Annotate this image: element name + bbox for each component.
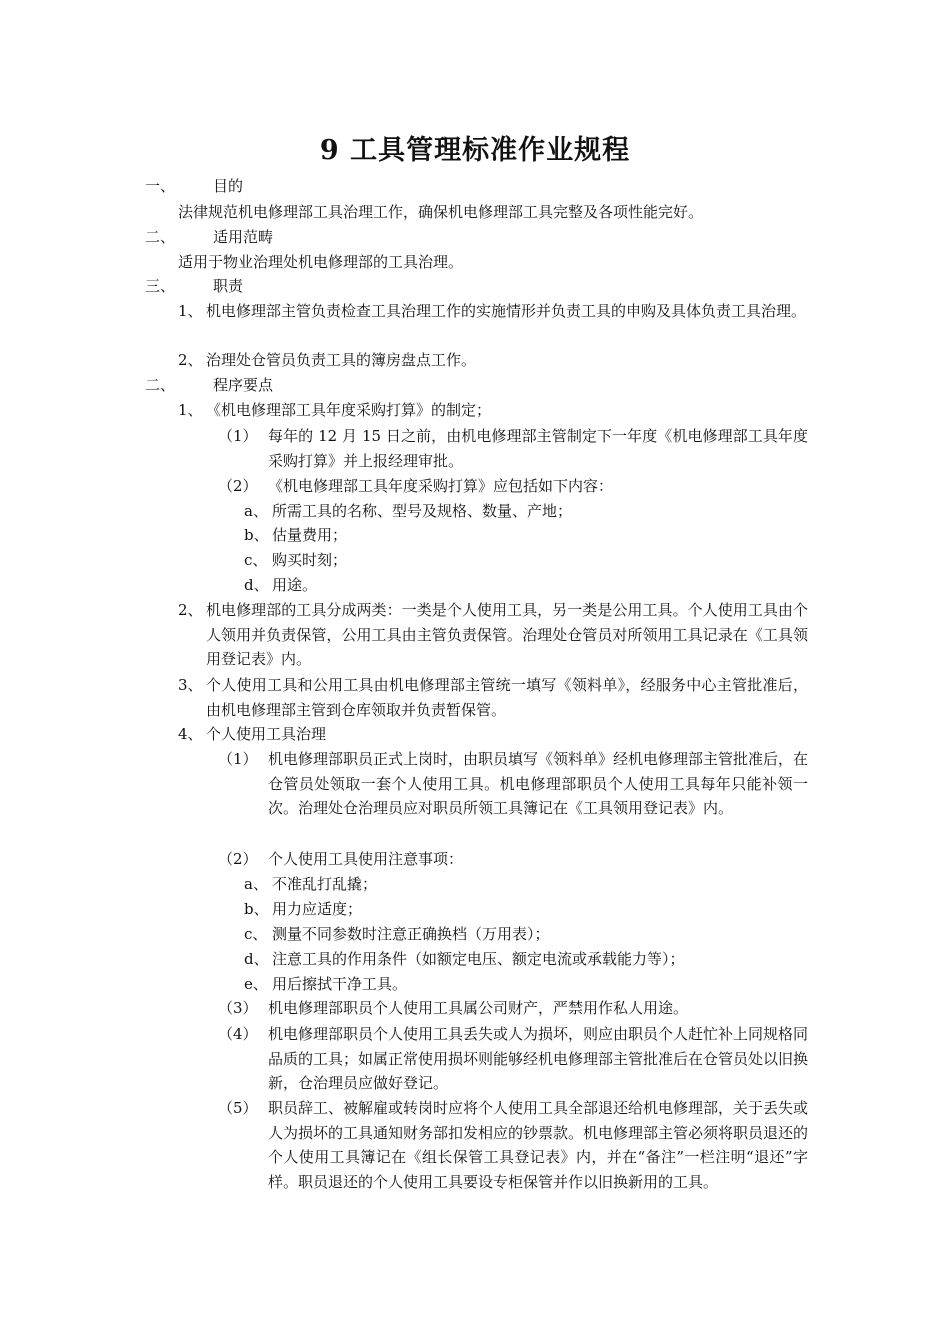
letter-number: a、 <box>244 502 268 520</box>
letter-item <box>244 875 378 893</box>
section-2 <box>145 228 274 246</box>
letter-number: e、 <box>244 975 268 993</box>
letter-text: 所需工具的名称、型号及规格、数量、产地； <box>272 502 573 520</box>
letter-number: c、 <box>244 925 268 943</box>
letter-text: 用力应适度； <box>272 900 363 918</box>
letter-text: 用后擦拭干净工具。 <box>272 975 408 993</box>
letter-text: 测量不同参数时注意正确换档（万用表）； <box>272 925 550 943</box>
list-number: 2、 <box>178 601 203 619</box>
list-number: 3、 <box>178 676 203 694</box>
procedure-3-text: 个人使用工具和公用工具由机电修理部主管统一填写《领料单》，经服务中心主管批准后，由机电修理部主管到仓库领取并负责暂保管。 <box>206 676 808 719</box>
letter-number: b、 <box>244 900 269 918</box>
section-3 <box>145 277 244 295</box>
letter-item <box>244 502 573 520</box>
letter-text: 用途。 <box>272 576 318 594</box>
sub-number: （3） <box>218 999 258 1017</box>
section-number: 三、 <box>145 277 176 295</box>
section-1 <box>145 177 244 195</box>
letter-number: a、 <box>244 875 268 893</box>
letter-text: 购买时刻； <box>272 551 348 569</box>
list-number: 1、 <box>178 401 203 419</box>
sub-number: （2） <box>218 477 258 495</box>
list-number: 2、 <box>178 351 203 369</box>
list-number: 1、 <box>178 302 203 320</box>
letter-item <box>244 526 348 544</box>
letter-text: 估量费用； <box>272 526 348 544</box>
letter-number: d、 <box>244 576 269 594</box>
procedure-4-sub-3-text: 机电修理部职员个人使用工具属公司财产，严禁用作私人用途。 <box>268 999 689 1017</box>
section-2-text: 适用于物业治理处机电修理部的工具治理。 <box>178 253 464 271</box>
section-heading: 程序要点 <box>213 376 274 394</box>
procedure-4-sub-5-text: 职员辞工、被解雇或转岗时应将个人使用工具全部退还给机电修理部，关于丢失或人为损坏的工具通知财务部扣发相应的钞票款。机电修理部主管必须将职员退还的个人使用工具簿记在《组长保管工具登记表》内，并在“备注”一栏注明“退还”字样。职员退还的个人使用工具要设专柜保管并作以旧换新用的工具。 <box>268 1099 809 1191</box>
responsibility-2-text: 治理处仓管员负责工具的簿房盘点工作。 <box>206 351 477 369</box>
section-1-text: 法律规范机电修理部工具治理工作，确保机电修理部工具完整及各项性能完好。 <box>178 203 704 221</box>
document-title: 9 工具管理标准作业规程 <box>319 135 631 166</box>
sub-number: （4） <box>218 1025 258 1043</box>
responsibility-1-text: 机电修理部主管负责检查工具治理工作的实施情形并负责工具的申购及具体负责工具治理。 <box>206 302 807 320</box>
letter-text: 注意工具的作用条件（如额定电压、额定电流或承载能力等）； <box>272 950 685 968</box>
section-number: 二、 <box>145 376 176 394</box>
sub-number: （5） <box>218 1099 258 1117</box>
section-number: 一、 <box>145 177 176 195</box>
letter-number: b、 <box>244 526 269 544</box>
sub-number: （1） <box>218 427 258 445</box>
letter-item <box>244 576 318 594</box>
procedure-4-sub-1-text: 机电修理部职员正式上岗时，由职员填写《领料单》经机电修理部主管批准后，在仓管员处领取一套个人使用工具。机电修理部职员个人使用工具每年只能补领一次。治理处仓治理员应对职员所领工具簿记在《工具领用登记表》内。 <box>268 750 809 817</box>
letter-item <box>244 900 363 918</box>
procedure-1-sub-1-text: 每年的 12 月 15 日之前，由机电修理部主管制定下一年度《机电修理部工具年度采购打算》并上报经理审批。 <box>268 427 808 470</box>
letter-text: 不准乱打乱撬； <box>272 875 378 893</box>
procedure-1-sub-2-text: 《机电修理部工具年度采购打算》应包括如下内容： <box>268 477 614 495</box>
section-heading: 职责 <box>213 277 244 295</box>
sub-number: （2） <box>218 850 258 868</box>
list-number: 4、 <box>178 725 203 743</box>
sub-number: （1） <box>218 750 258 768</box>
letter-item <box>244 950 685 968</box>
section-number: 二、 <box>145 228 176 246</box>
letter-item <box>244 975 408 993</box>
section-heading: 目的 <box>213 177 244 195</box>
procedure-4-sub-4-text: 机电修理部职员个人使用工具丢失或人为损坏，则应由职员个人赶忙补上同规格同品质的工具；如属正常使用损坏则能够经机电修理部主管批准后在仓管员处以旧换新，仓治理员应做好登记。 <box>268 1025 809 1092</box>
letter-item <box>244 925 550 943</box>
letter-item <box>244 551 348 569</box>
section-heading: 适用范畴 <box>213 228 274 246</box>
letter-number: d、 <box>244 950 269 968</box>
procedure-2-text: 机电修理部的工具分成两类：一类是个人使用工具，另一类是公用工具。个人使用工具由个人领用并负责保管，公用工具由主管负责保管。治理处仓管员对所领用工具记录在《工具领用登记表》内。 <box>206 601 808 668</box>
procedure-4-sub-2-text: 个人使用工具使用注意事项： <box>268 850 464 868</box>
procedure-1-text: 《机电修理部工具年度采购打算》的制定； <box>206 401 492 419</box>
letter-number: c、 <box>244 551 268 569</box>
section-4 <box>145 376 274 394</box>
procedure-4-text: 个人使用工具治理 <box>206 725 327 743</box>
